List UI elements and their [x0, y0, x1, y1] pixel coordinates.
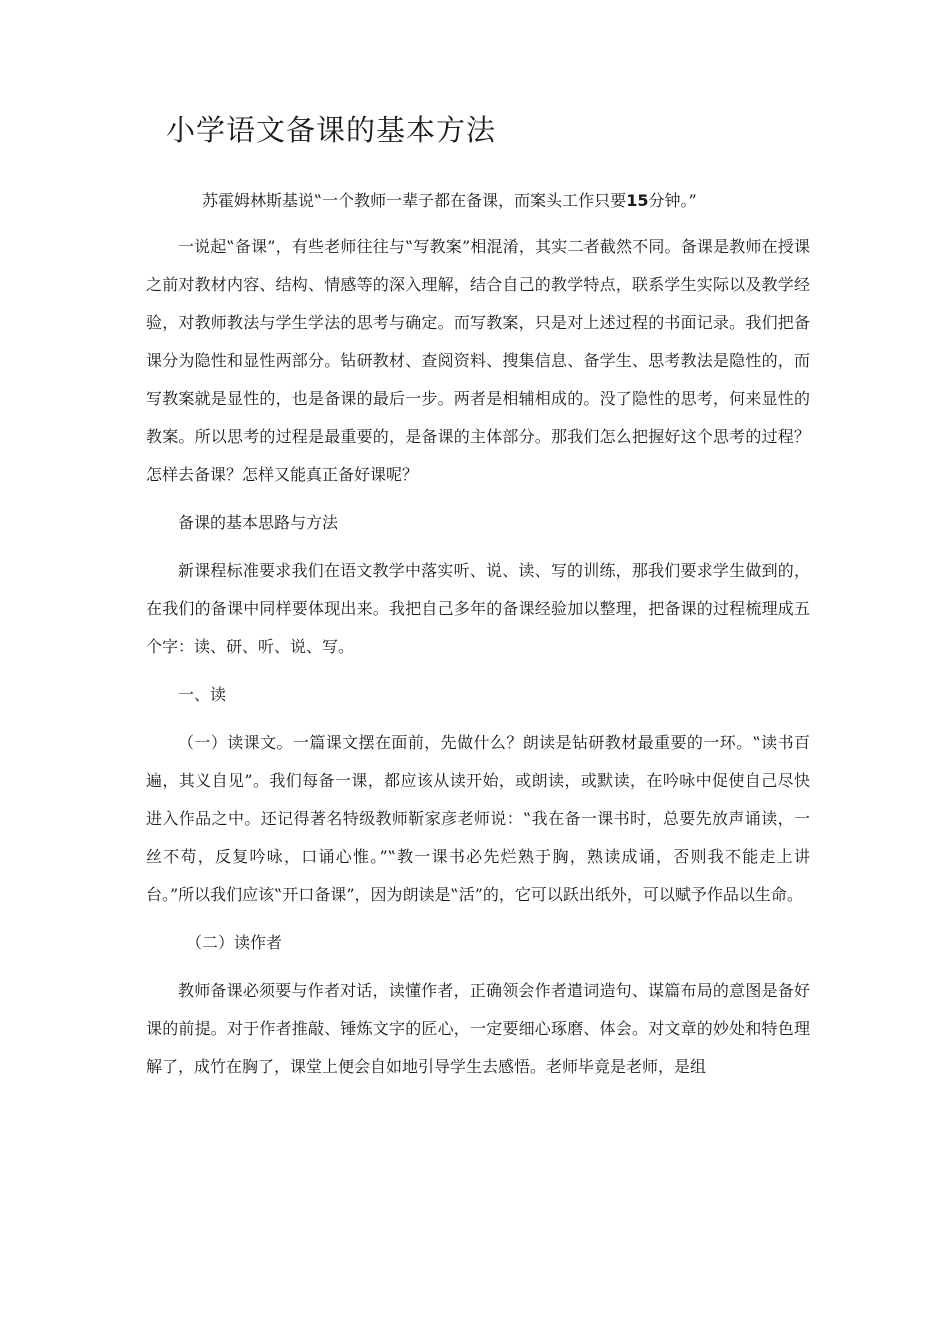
quote-text: 苏霍姆林斯基说‟一个教师一辈子都在备课，而案头工作只要	[202, 191, 627, 210]
paragraph-read-author: 教师备课必须要与作者对话，读懂作者，正确领会作者遣词造句、谋篇布局的意图是备好课的前提。对于作者推敲、锤炼文字的匠心，一定要细心琢磨、体会。对文章的妙处和特色理解了，成竹在胸了，课堂上便会自如地引导学生去感悟。老师毕竟是老师，是组	[146, 981, 810, 1076]
document-body	[146, 228, 810, 1096]
quote-text-end: 分钟。”	[648, 191, 697, 210]
section-heading-read: 一、读	[178, 685, 227, 704]
subsection-heading-author: （二）读作者	[186, 933, 283, 952]
quote-number: 15	[626, 191, 649, 210]
paragraph-read-text: （一）读课文。一篇课文摆在面前，先做什么？朗读是钻研教材最重要的一环。‟读书百遍，其义自见”。我们每备一课，都应该从读开始，或朗读，或默读，在吟咏中促使自己尽快进入作品之中。还记得著名特级教师靳家彦老师说：‟我在备一课书时，总要先放声诵读，一丝不苟，反复吟咏，口诵心惟。”‟教一课书必先烂熟于胸，熟读成诵，否则我不能走上讲台。”所以我们应该‟开口备课”，因为朗读是‟活”的，它可以跃出纸外，可以赋予作品以生命。	[146, 733, 810, 904]
opening-quote	[202, 188, 697, 211]
paragraph-standards: 新课程标准要求我们在语文教学中落实听、说、读、写的训练，那我们要求学生做到的，在我们的备课中同样要体现出来。我把自己多年的备课经验加以整理，把备课的过程梳理成五个字：读、研、听、说、写。	[146, 561, 810, 656]
paragraph-intro: 一说起‟备课”，有些老师往往与‟写教案”相混淆，其实二者截然不同。备课是教师在授课之前对教材内容、结构、情感等的深入理解，结合自己的教学特点，联系学生实际以及教学经验，对教师教法与学生学法的思考与确定。而写教案，只是对上述过程的书面记录。我们把备课分为隐性和显性两部分。钻研教材、查阅资料、搜集信息、备学生、思考教法是隐性的，而写教案就是显性的，也是备课的最后一步。两者是相辅相成的。没了隐性的思考，何来显性的教案。所以思考的过程是最重要的，是备课的主体部分。那我们怎么把握好这个思考的过程？怎样去备课？怎样又能真正备好课呢？	[146, 237, 810, 484]
document-title: 小学语文备课的基本方法	[166, 113, 497, 147]
section-heading: 备课的基本思路与方法	[178, 513, 339, 532]
